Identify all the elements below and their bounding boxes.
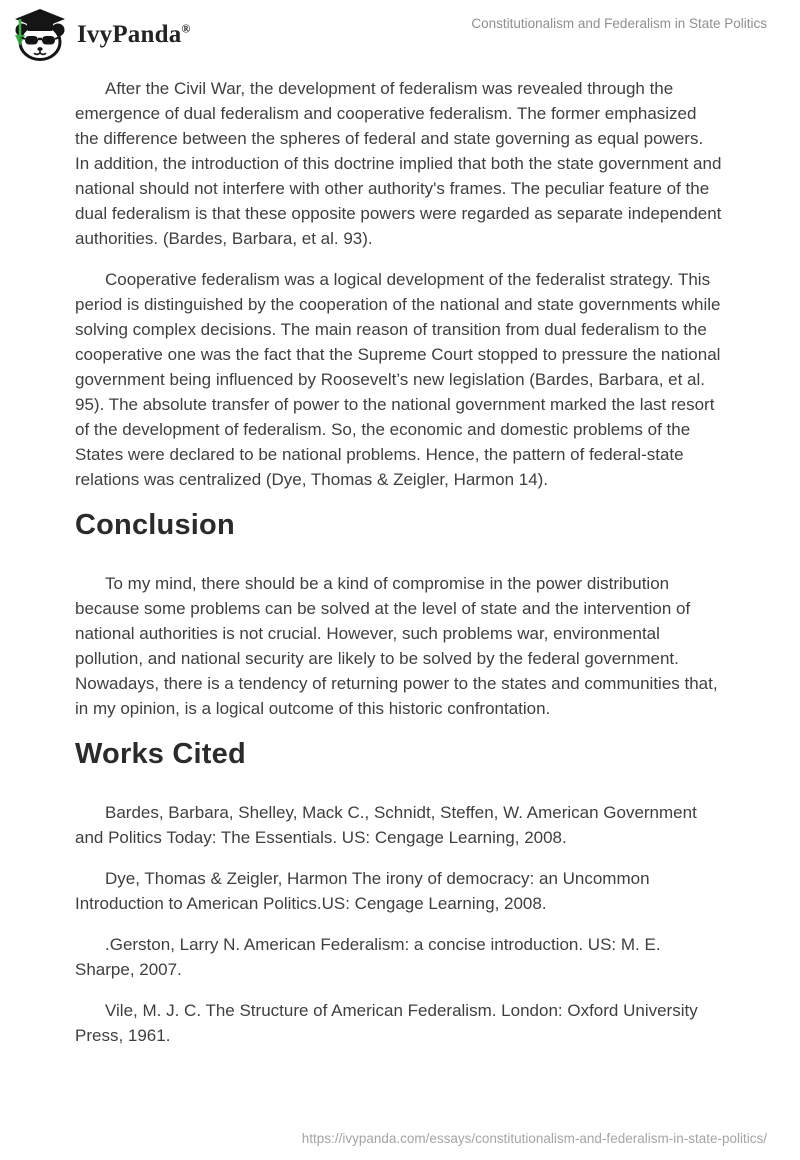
conclusion-paragraph: To my mind, there should be a kind of compromise in the power distribution because some problems can be solved at the level of state and the intervention of national authorities is not crucial. However, such problems war, environmental pollution, and national security are likely to be solved by the federal government. Nowadays, there is a tendency of returning power to the states and communities that, in my opinion, is a logical outcome of this historic confrontation. bbox=[75, 574, 718, 718]
ivypanda-panda-logo-icon bbox=[12, 8, 68, 62]
page-footer bbox=[302, 1131, 767, 1146]
works-cited-heading: Works Cited bbox=[75, 738, 246, 770]
citation-entry-2: Dye, Thomas & Zeigler, Harmon The irony of democracy: an Uncommon Introduction to American Politics.US: Cengage Learning, 2008. bbox=[75, 869, 650, 913]
registered-trademark-symbol: ® bbox=[181, 21, 191, 36]
conclusion-heading: Conclusion bbox=[75, 509, 235, 541]
source-url: https://ivypanda.com/essays/constitutionalism-and-federalism-in-state-politics/ bbox=[301, 1131, 767, 1146]
citation-entry-1: Bardes, Barbara, Shelley, Mack C., Schnidt, Steffen, W. American Government and Politics Today: The Essentials. US: Cengage Learning, 2008. bbox=[75, 803, 697, 847]
document-title: Constitutionalism and Federalism in State Politics bbox=[471, 16, 767, 31]
body-paragraph-1: After the Civil War, the development of federalism was revealed through the emergence of dual federalism and cooperative federalism. The former emphasized the difference between the spheres of federal and state governing as equal powers. In addition, the introduction of this doctrine implied that both the state government and national should not interfere with other authority's frames. The peculiar feature of the dual federalism is that these opposite powers were regarded as separate independent authorities. (Bardes, Barbara, et al. 93). bbox=[75, 79, 722, 248]
brand bbox=[12, 8, 191, 62]
brand-text: IvyPanda bbox=[77, 21, 182, 48]
citation-entry-4: Vile, M. J. C. The Structure of American Federalism. London: Oxford University Press, 1961. bbox=[75, 1001, 698, 1045]
page-header bbox=[0, 0, 800, 66]
citation-entry-3: .Gerston, Larry N. American Federalism: a concise introduction. US: M. E. Sharpe, 2007. bbox=[75, 935, 661, 979]
brand-name bbox=[77, 21, 191, 49]
essay-content bbox=[0, 66, 800, 1048]
body-paragraph-2: Cooperative federalism was a logical development of the federalist strategy. This period is distinguished by the cooperation of the national and state governments while solving complex decisions. The main reason of transition from dual federalism to the cooperative one was the fact that the Supreme Court stopped to pressure the national government being influenced by Roosevelt’s new legislation (Bardes, Barbara, et al. 95). The absolute transfer of power to the national government marked the last resort of the development of federalism. So, the economic and domestic problems of the States were declared to be national problems. Hence, the pattern of federal-state relations was centralized (Dye, Thomas & Zeigler, Harmon 14). bbox=[75, 270, 721, 489]
